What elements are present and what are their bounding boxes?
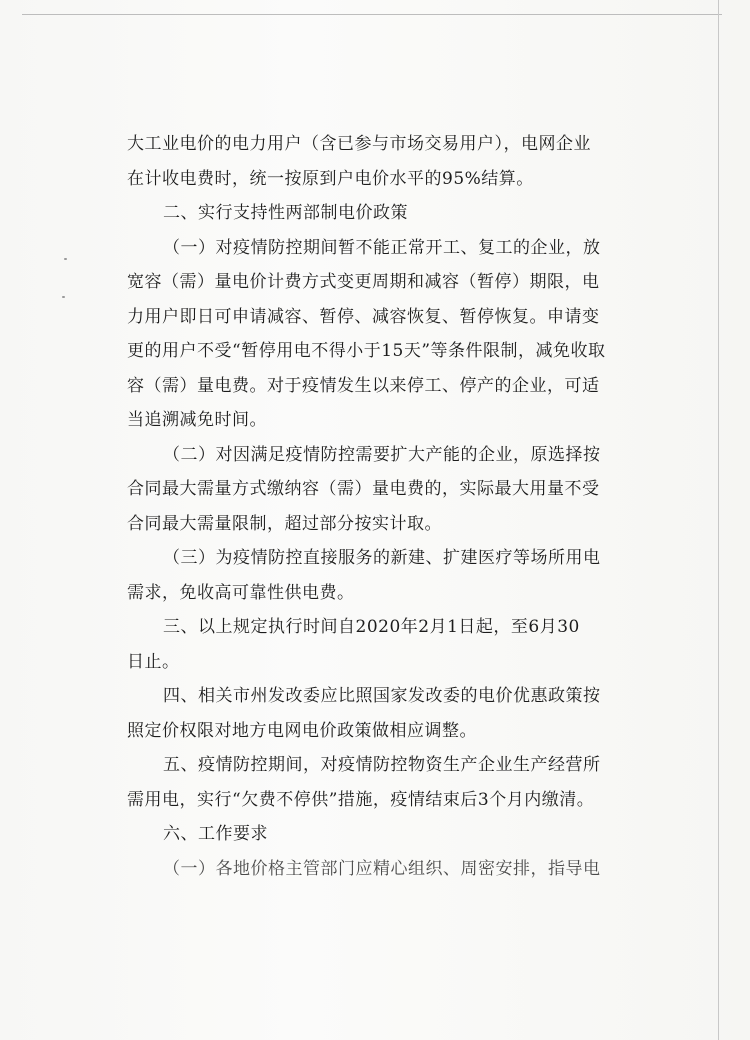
text-line: 日止。 — [127, 651, 180, 672]
text-line: （二）对因满足疫情防控需要扩大产能的企业，原选择按 — [163, 444, 601, 465]
text-line: 在计收电费时，统一按原到户电价水平的95%结算。 — [127, 168, 534, 189]
text-line: 需求，免收高可靠性供电费。 — [127, 582, 355, 603]
text-line: 照定价权限对地方电网电价政策做相应调整。 — [127, 720, 477, 741]
text-line: 大工业电价的电力用户（含已参与市场交易用户），电网企业 — [127, 134, 591, 154]
text-line: 力用户即日可申请减容、暂停、减容恢复、暂停恢复。申请变 — [127, 306, 600, 327]
text-line: （一）各地价格主管部门应精心组织、周密安排，指导电 — [163, 858, 601, 879]
text-line: 需用电，实行“欠费不停供”措施，疫情结束后3个月内缴清。 — [127, 789, 595, 810]
page-right-edge — [718, 0, 719, 1040]
text-line: 当追溯减免时间。 — [127, 410, 267, 430]
page-top-edge — [22, 14, 722, 15]
text-line: 更的用户不受“暂停用电不得小于15天”等条件限制，减免收取 — [127, 341, 606, 361]
text-line: （三）为疫情防控直接服务的新建、扩建医疗等场所用电 — [163, 548, 601, 568]
scan-speck — [64, 258, 67, 260]
text-line: 宽容（需）量电价计费方式变更周期和减容（暂停）期限，电 — [127, 272, 600, 292]
document-body — [127, 127, 657, 886]
text-line: （一）对疫情防控期间暂不能正常开工、复工的企业，放 — [163, 237, 601, 258]
section-heading: 二、实行支持性两部制电价政策 — [163, 203, 408, 223]
text-line: 合同最大需量限制，超过部分按实计取。 — [127, 513, 442, 534]
section-heading: 六、工作要求 — [163, 824, 268, 844]
scan-speck — [62, 296, 65, 298]
text-line: 合同最大需量方式缴纳容（需）量电费的，实际最大用量不受 — [127, 479, 600, 499]
text-line: 五、疫情防控期间，对疫情防控物资生产企业生产经营所 — [163, 755, 601, 775]
text-line: 容（需）量电费。对于疫情发生以来停工、停产的企业，可适 — [127, 375, 600, 396]
text-line: 四、相关市州发改委应比照国家发改委的电价优惠政策按 — [163, 686, 601, 706]
text-line: 三、以上规定执行时间自2020年2月1日起，至6月30 — [163, 617, 580, 637]
